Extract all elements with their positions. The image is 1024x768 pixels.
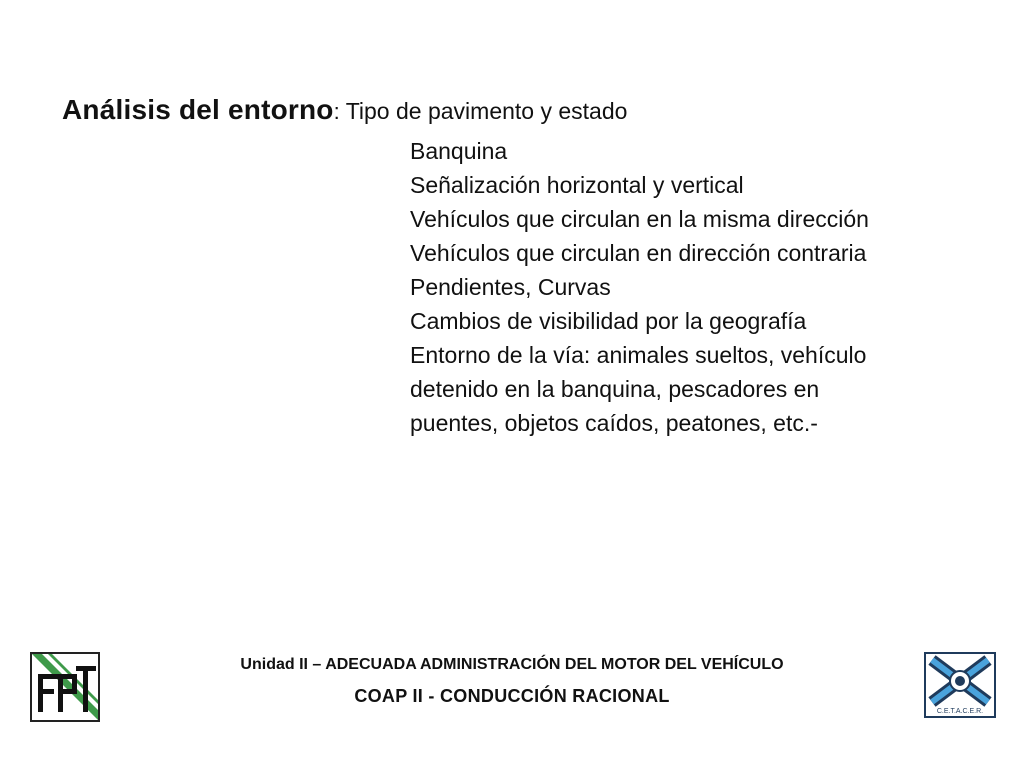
- list-item: detenido en la banquina, pescadores en: [410, 376, 820, 402]
- list-item: Pendientes, Curvas: [410, 274, 611, 300]
- footer-unit-line: [0, 656, 1024, 674]
- heading-row: [62, 94, 627, 126]
- logo-caption: C.E.T.A.C.E.R.: [936, 708, 984, 715]
- logo-center-dot: [955, 676, 965, 686]
- list-item: Señalización horizontal y vertical: [410, 172, 744, 198]
- list-item: Entorno de la vía: animales sueltos, vehículo: [410, 342, 867, 368]
- footer-course: COAP II - CONDUCCIÓN RACIONAL: [354, 686, 670, 706]
- list-item: Banquina: [410, 138, 508, 164]
- list-item: Vehículos que circulan en la misma dirección: [410, 206, 869, 232]
- list-item: Vehículos que circulan en dirección contraria: [410, 240, 867, 266]
- list-item: Cambios de visibilidad por la geografía: [410, 308, 807, 334]
- list-item: puentes, objetos caídos, peatones, etc.-: [410, 410, 818, 436]
- logo-letter-f-top: [38, 674, 60, 679]
- heading-colon: :: [333, 99, 340, 124]
- footer-dash: –: [307, 656, 326, 673]
- heading-title: Análisis del entorno: [62, 94, 334, 125]
- cetacer-logo: [924, 652, 996, 718]
- heading-first-item: Tipo de pavimento y estado: [339, 98, 628, 124]
- footer-unit-label: Unidad II: [240, 656, 308, 673]
- footer-unit-title: ADECUADA ADMINISTRACIÓN DEL MOTOR DEL VEHÍCULO: [325, 656, 784, 673]
